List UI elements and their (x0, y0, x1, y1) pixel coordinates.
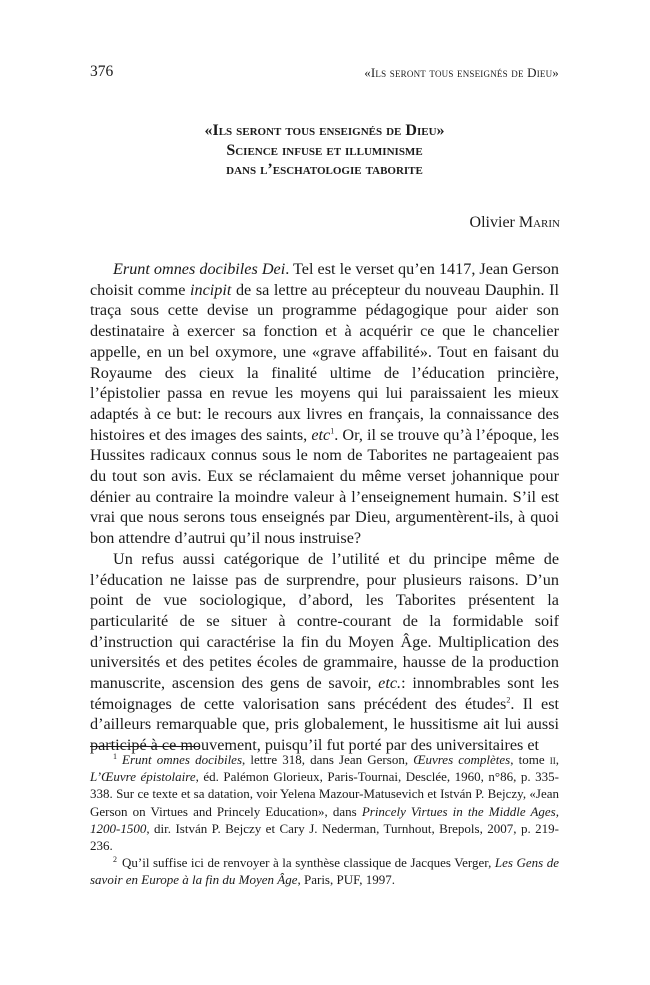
text-run: , tome (510, 752, 550, 767)
text-run: , dir. István P. Bejczy et Cary J. Nederman, Turnhout, Brepols, 2007, p. 219-236. (90, 820, 559, 854)
subtitle-line: dans l’eschatologie taborite (226, 161, 423, 178)
text-run: Un refus aussi catégorique de l’utilité et du principe même de l’éducation ne laisse pas de surprendre, pour plusieurs raisons. D’un point de vue sociologique, d’abord, les Taborites présentent la particularité de se situer à contre-courant de la formidable soif d’instruction qui caractérise la fin du Moyen Âge. Multiplication des universités et des petites écoles de grammaire, hausse de la production manuscrite, ascension des gens de savoir, (90, 549, 559, 693)
footnote-reference[interactable]: 2 (506, 695, 511, 705)
text-run: , éd. Palémon Glorieux, Paris-Tournai, Desclée, 1960, n°86, p. 335-338. Sur ce texte et sa datation, voir Yelena Mazour-Matusevich et István P. Bejczy, «Jean Gerson on Virtues and Princely Education», dans (90, 769, 559, 819)
text-run: , Paris, PUF, 1997. (297, 872, 396, 888)
page-number: 376 (90, 63, 114, 80)
paragraph (90, 259, 559, 549)
title-line: «Ils seront tous enseignés de Dieu» (204, 122, 445, 139)
footnote (90, 751, 559, 854)
body-text (90, 259, 559, 756)
italic-text: Princely Virtues in the Middle Ages, 1200-1500 (90, 803, 559, 836)
italic-text: Erunt omnes docibiles Dei (113, 260, 286, 278)
footnote-reference[interactable]: 1 (330, 426, 335, 436)
italic-text: Œuvres complètes (413, 752, 511, 767)
italic-text: etc. (378, 674, 402, 693)
paragraph (90, 549, 559, 756)
author-first-name: Olivier (469, 214, 515, 231)
footnote-number: 2 (113, 854, 117, 864)
text-run: , lettre 318, dans Jean Gerson, (242, 752, 414, 767)
author-last-name: Marin (518, 214, 560, 231)
footnotes (90, 751, 559, 889)
subtitle-line: Science infuse et illuminisme (226, 141, 423, 159)
text-run: . Or, il se trouve qu’à l’époque, les Hussites radicaux connus sous le nom de Taborites ne partageaient pas du tout son avis. Eux se réclamaient du même verset johannique pour dénier au contraire la moindre valeur à l’enseignement humain. S’il est vrai que nous serons tous enseignés par Dieu, argumentèrent-ils, à quoi bon attendre d’autrui qu’il nous instruise? (90, 425, 559, 548)
footnote-divider (90, 746, 200, 747)
italic-text: incipit (190, 280, 232, 299)
text-run: , (555, 752, 559, 767)
text-run: . Tel est le verset qu’en 1417, Jean Gerson choisit comme (90, 260, 559, 299)
footnote-number: 1 (113, 751, 117, 761)
roman-numeral: ii (549, 752, 556, 767)
text-run: de sa lettre au précepteur du nouveau Dauphin. Il traça sous cette devise un programme pédagogique pour aider son destinataire à exercer sa fonction et à acquérir ce que le chancelier appelle, en un bel oxymore, une «grave affabilité». Tout en faisant du Royaume des cieux la finalité ultime de l’éducation princière, l’épistolier passa en revue les moyens qui lui paraissaient les mieux adaptés à ce but: le recours aux livres en français, la connaissance des histoires et des images des saints, (90, 280, 559, 444)
running-head (90, 62, 559, 82)
article-title (90, 121, 559, 180)
running-title: «Ils seront tous enseignés de Dieu» (364, 65, 559, 80)
text-run: Qu’il suffise ici de renvoyer à la synthèse classique de Jacques Verger, (122, 855, 495, 871)
italic-text: L’Œuvre épistolaire (90, 769, 196, 785)
italic-text: etc (311, 425, 331, 444)
text-run: : innombrables sont les témoignages de cette valorisation sans précédent des études (90, 674, 560, 713)
author-name (470, 213, 560, 233)
text-run: . Il est d’ailleurs remarquable que, pris globalement, le hussitisme ait lui aussi participé à ce mouvement, puisqu’il fut porté par des universitaires et (90, 694, 559, 755)
footnote (90, 854, 559, 888)
italic-text: Les Gens de savoir en Europe à la fin du Moyen Âge (90, 855, 559, 888)
italic-text: Erunt omnes docibiles (122, 752, 243, 767)
